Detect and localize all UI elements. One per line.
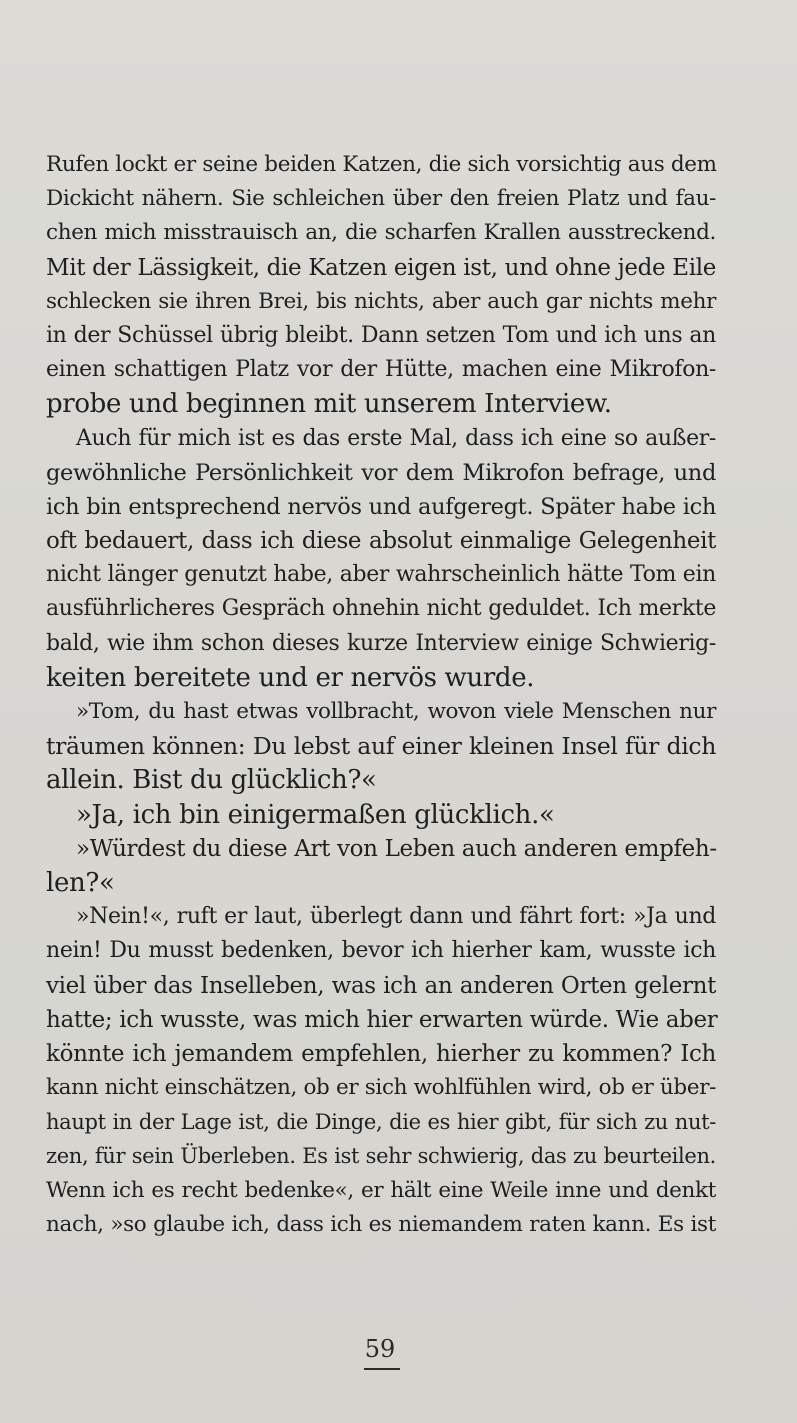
body-text <box>46 148 716 1242</box>
text-line: bald, wie ihm schon dieses kurze Interview einige Schwierig- <box>46 630 716 656</box>
text-line: nein! Du musst bedenken, bevor ich hierher kam, wusste ich <box>46 938 716 964</box>
text-line: Mit der Lässigkeit, die Katzen eigen ist, und ohne jede Eile <box>46 254 716 281</box>
text-line: Rufen lockt er seine beiden Katzen, die sich vorsichtig aus dem <box>46 152 717 177</box>
text-line: haupt in der Lage ist, die Dinge, die es hier gibt, für sich zu nut- <box>46 1110 716 1135</box>
text-line: in der Schüssel übrig bleibt. Dann setzen Tom und ich uns an <box>46 322 716 348</box>
page-number-underline <box>364 1368 400 1370</box>
text-line: träumen können: Du lebst auf einer kleinen Insel für dich <box>46 732 716 761</box>
text-line: gewöhnliche Persönlichkeit vor dem Mikrofon befrage, und <box>46 459 716 486</box>
text-line: probe und beginnen mit unserem Interview. <box>46 389 612 420</box>
text-line: len?« <box>46 867 115 898</box>
text-line: Auch für mich ist es das erste Mal, dass ich eine so außer- <box>76 425 716 451</box>
text-line: viel über das Inselleben, was ich an anderen Orten gelernt <box>46 972 716 999</box>
text-line: allein. Bist du glücklich?« <box>46 765 377 796</box>
text-line: nicht länger genutzt habe, aber wahrscheinlich hätte Tom ein <box>46 562 716 588</box>
text-line: schlecken sie ihren Brei, bis nichts, aber auch gar nichts mehr <box>46 288 716 314</box>
text-line: chen mich misstrauisch an, die scharfen Krallen ausstreckend. <box>46 220 716 246</box>
text-line: »Tom, du hast etwas vollbracht, wovon viele Menschen nur <box>76 699 716 724</box>
text-line: »Würdest du diese Art von Leben auch anderen empfeh- <box>76 835 717 862</box>
page-number: 59 <box>364 1335 396 1363</box>
text-line: hatte; ich wusste, was mich hier erwarten würde. Wie aber <box>46 1006 718 1033</box>
text-line: kann nicht einschätzen, ob er sich wohlfühlen wird, ob er über- <box>46 1075 717 1101</box>
text-line: oft bedauert, dass ich diese absolut einmalige Gelegenheit <box>46 528 716 555</box>
text-line: »Ja, ich bin einigermaßen glücklich.« <box>76 799 555 830</box>
text-line: Dickicht nähern. Sie schleichen über den freien Platz und fau- <box>46 186 716 212</box>
text-line: einen schattigen Platz vor der Hütte, machen eine Mikrofon- <box>46 357 716 383</box>
text-line: keiten bereitete und er nervös wurde. <box>46 662 535 693</box>
text-line: zen, für sein Überleben. Es ist sehr schwierig, das zu beurteilen. <box>46 1144 716 1169</box>
text-line: ich bin entsprechend nervös und aufgeregt. Später habe ich <box>46 493 716 520</box>
text-line: Wenn ich es recht bedenke«, er hält eine Weile inne und denkt <box>46 1177 716 1203</box>
text-line: könnte ich jemandem empfehlen, hierher zu kommen? Ich <box>46 1040 716 1067</box>
text-line: »Nein!«, ruft er laut, überlegt dann und fährt fort: »Ja und <box>76 904 716 930</box>
text-line: nach, »so glaube ich, dass ich es niemandem raten kann. Es ist <box>46 1211 716 1237</box>
text-line: ausführlicheres Gespräch ohnehin nicht geduldet. Ich merkte <box>46 596 716 622</box>
